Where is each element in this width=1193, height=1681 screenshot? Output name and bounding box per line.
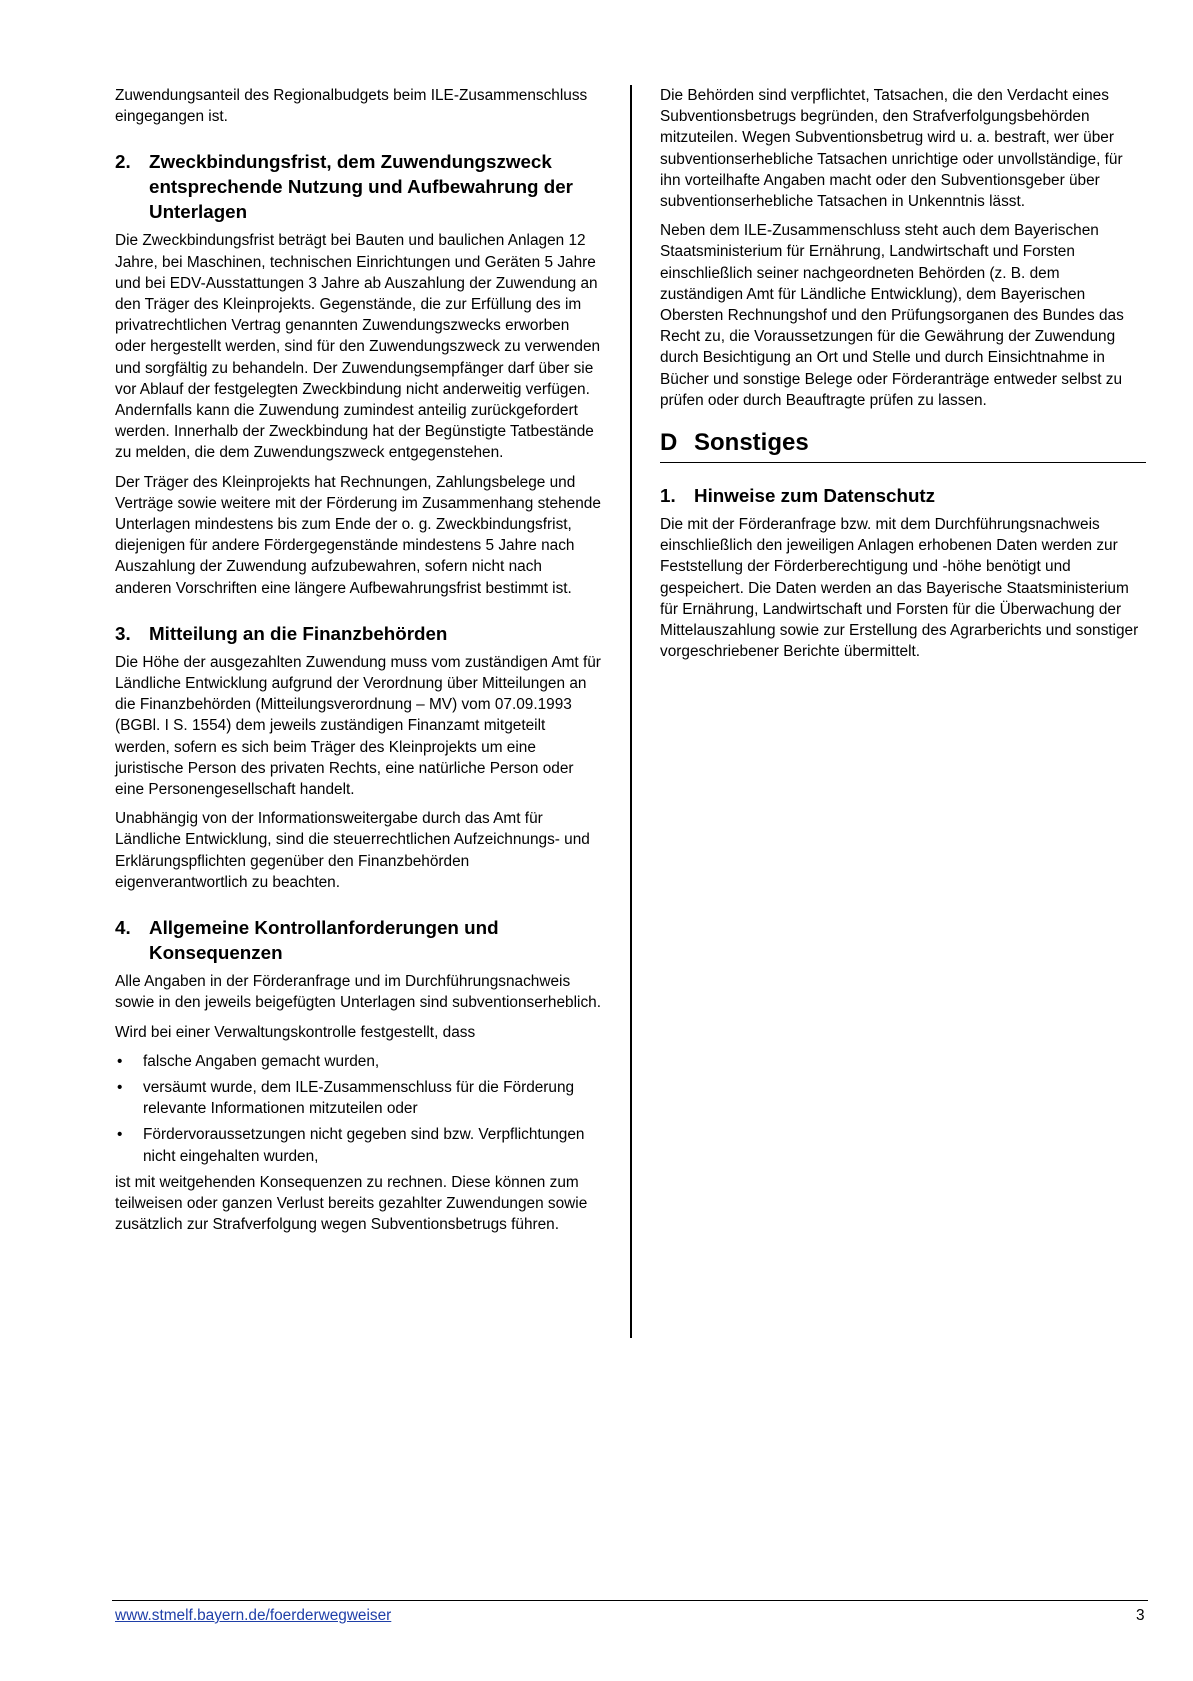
section-d-letter: D (660, 429, 678, 457)
bullet-item: • falsche Angaben gemacht wurden, (115, 1051, 601, 1072)
bullet-item: • Fördervoraussetzungen nicht gegeben sind bzw. Verpflichtungen nicht eingehalten wurden, (115, 1124, 601, 1166)
subsection-1-title: Hinweise zum Datenschutz (694, 485, 936, 507)
section-3-paragraph-2: Unabhängig von der Informationsweitergabe durch das Amt für Ländliche Entwicklung, sind die steuerrechtlichen Aufzeichnungs- und Erklärungspflichten gegenüber den Finanzbehörden eigenverantwortlich zu beachten. (115, 810, 590, 891)
column-divider (630, 85, 632, 1338)
section-3-heading (115, 621, 601, 646)
section-2-number: 2. (115, 151, 131, 173)
section-3-title: Mitteilung an die Finanzbehörden (149, 622, 448, 644)
right-column (660, 85, 1146, 670)
footer-website-link[interactable]: www.stmelf.bayern.de/foerderwegweiser (115, 1607, 392, 1624)
section-2-heading (115, 149, 601, 224)
section-2-title: Zweckbindungsfrist, dem Zuwendungszweck entsprechende Nutzung und Aufbewahrung der Unterlagen (149, 151, 573, 223)
section-4-title: Allgemeine Kontrollanforderungen und Konsequenzen (149, 917, 499, 964)
intro-paragraph: Zuwendungsanteil des Regionalbudgets beim ILE-Zusammenschluss eingegangen ist. (115, 87, 588, 126)
left-column (115, 85, 601, 1243)
section-3-number: 3. (115, 622, 131, 644)
right-paragraph-1: Die Behörden sind verpflichtet, Tatsachen, die den Verdacht eines Subventionsbetrugs begründen, den Strafverfolgungsbehörden mitzuteilen. Wegen Subventionsbetrug wird u. a. bestraft, wer über subventionserhebliche Tatsachen unrichtige oder unvollständige, für ihn vorteilhafte Angaben macht oder den Subventionsgeber über subventionserhebliche Tatsachen in Unkenntnis lässt. (660, 87, 1123, 211)
section-d-title: Sonstiges (694, 429, 809, 457)
section-4-bullet-list (115, 1051, 601, 1167)
section-2-paragraph-2: Der Träger des Kleinprojekts hat Rechnungen, Zahlungsbelege und Verträge sowie weitere mit der Förderung im Zusammenhang stehende Unterlagen mindestens bis zum Ende der o. g. Zweckbindungsfrist, diejenigen für andere Fördergegenstände mindestens 5 Jahre nach Auszahlung der Zuwendung aufzubewahren, sofern nicht nach anderen Vorschriften eine längere Aufbewahrungsfrist bestimmt ist. (115, 473, 601, 597)
subsection-1-heading (660, 483, 1146, 508)
section-4-paragraph-3: ist mit weitgehenden Konsequenzen zu rechnen. Diese können zum teilweisen oder ganzen Verlust bereits gezahlter Zuwendungen sowie zusätzlich zur Strafverfolgung wegen Subventionsbetrugs führen. (115, 1173, 588, 1234)
section-4-paragraph-1: Alle Angaben in der Förderanfrage und im Durchführungsnachweis sowie in den jeweils beigefügten Unterlagen sind subventionserheblich. (115, 973, 601, 1012)
right-paragraph-2: Neben dem ILE-Zusammenschluss steht auch dem Bayerischen Staatsministerium für Ernährung, Landwirtschaft und Forsten einschließlich seiner nachgeordneten Behörden (z. B. dem zuständigen Amt für Ländliche Entwicklung), dem Bayerischen Obersten Rechnungshof und den Prüfungsorganen des Bundes das Recht zu, die Voraussetzungen für die Gewährung der Zuwendung durch Besichtigung an Ort und Stelle und durch Einsichtnahme in Bücher und sonstige Belege oder Förderanträge entweder selbst zu prüfen oder durch Beauftragte prüfen zu lassen. (660, 222, 1124, 409)
section-2-paragraph-1: Die Zweckbindungsfrist beträgt bei Bauten und baulichen Anlagen 12 Jahre, bei Maschinen, technischen Einrichtungen und Geräten 5 Jahre und bei EDV-Ausstattungen 3 Jahre ab Auszahlung der Zuwendung an den Träger des Kleinprojekts. Gegenstände, die zur Erfüllung des im privatrechtlichen Vertrag genannten Zuwendungszwecks erworben oder hergestellt werden, sind für den Zuwendungszweck zu verwenden und sorgfältig zu behandeln. Der Zuwendungsempfänger darf über sie vor Ablauf der festgelegten Zweckbindung nicht anderweitig verfügen. Andernfalls kann die Zuwendung zumindest anteilig zurückgefordert werden. Innerhalb der Zweckbindung hat der Begünstigte Tatbestände zu melden, die dem Zuwendungszweck entgegenstehen. (115, 232, 601, 462)
subsection-1-paragraph: Die mit der Förderanfrage bzw. mit dem Durchführungsnachweis einschließlich den jeweiligen Anlagen erhobenen Daten werden zur Feststellung der Förderberechtigung und -höhe benötigt und gespeichert. Die Daten werden an das Bayerische Staatsministerium für Ernährung, Landwirtschaft und Forsten für die Überwachung der Mittelauszahlung sowie zur Erstellung des Agrarberichts und sonstiger vorgeschriebener Berichte übermittelt. (660, 516, 1139, 661)
footer-divider (112, 1600, 1148, 1601)
subsection-1-number: 1. (660, 485, 676, 507)
section-d-heading (660, 427, 1146, 463)
bullet-item: • versäumt wurde, dem ILE-Zusammenschluss für die Förderung relevante Informationen mitzuteilen oder (115, 1077, 601, 1119)
section-4-paragraph-2: Wird bei einer Verwaltungskontrolle festgestellt, dass (115, 1023, 476, 1041)
section-3-paragraph-1: Die Höhe der ausgezahlten Zuwendung muss vom zuständigen Amt für Ländliche Entwicklung aufgrund der Verordnung über Mitteilungen an die Finanzbehörden (Mitteilungsverordnung – MV) vom 07.09.1993 (BGBl. I S. 1554) dem jeweils zuständigen Finanzamt mitgeteilt werden, sofern es sich beim Träger des Kleinprojekts um eine juristische Person des privaten Rechts, eine natürliche Person oder eine Personengesellschaft handelt. (115, 653, 601, 799)
page-number: 3 (1136, 1607, 1145, 1624)
section-4-number: 4. (115, 917, 131, 939)
section-4-heading (115, 915, 601, 965)
